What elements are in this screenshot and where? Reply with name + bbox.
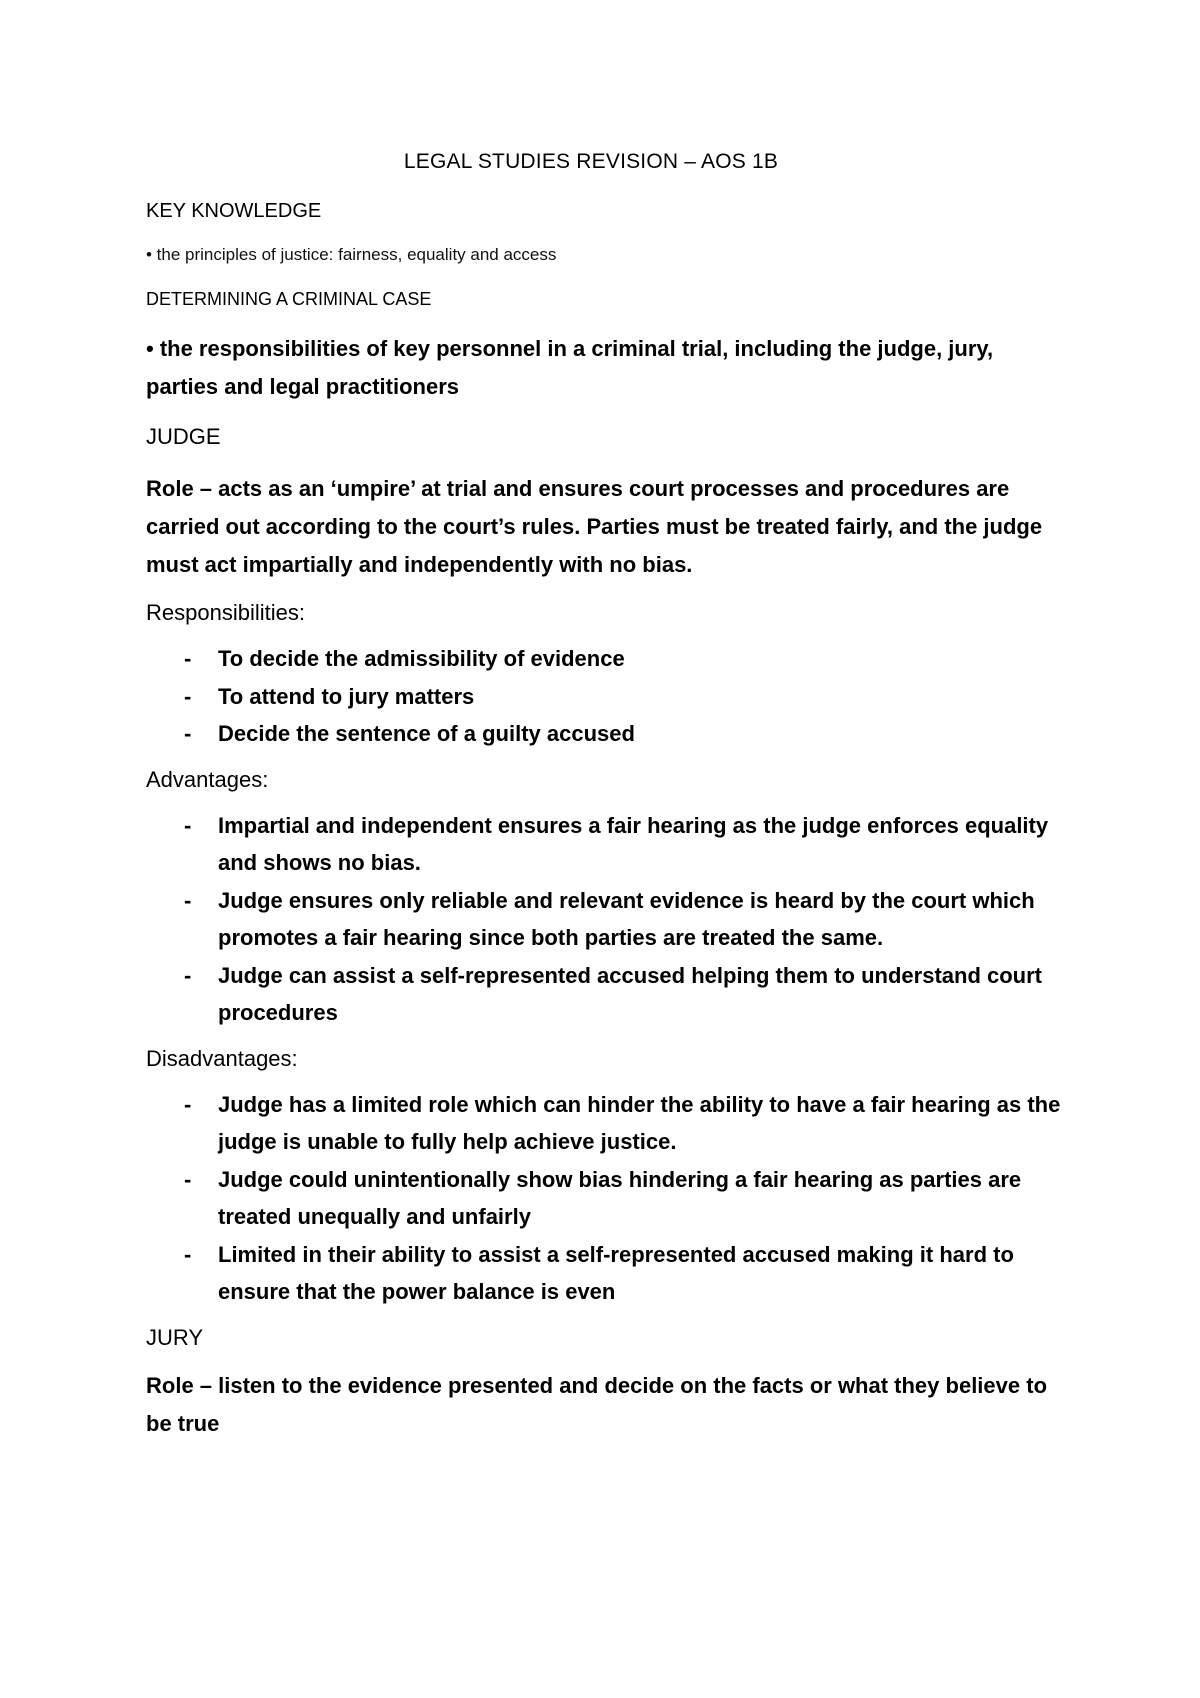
list-item xyxy=(146,1161,1066,1236)
list-item-text: To decide the admissibility of evidence xyxy=(218,646,625,671)
section-heading: DETERMINING A CRIMINAL CASE xyxy=(146,289,432,309)
dash-bullet: - xyxy=(184,1091,192,1117)
judge-heading: JUDGE xyxy=(146,424,221,449)
jury-heading: JURY xyxy=(146,1324,204,1350)
dash-bullet: - xyxy=(184,646,192,671)
judge-responsibilities-label: Responsibilities: xyxy=(146,600,305,625)
judge-disadvantages-label: Disadvantages: xyxy=(146,1045,298,1071)
judge-advantages-list xyxy=(146,807,1066,1032)
judge-role: Role – acts as an ‘umpire’ at trial and ensures court processes and procedures are carried out according to the court’s rules. Parties must be treated fairly, and the judge must act impartially and independently with no bias. xyxy=(146,476,1043,577)
dash-bullet: - xyxy=(184,683,192,709)
dash-bullet: - xyxy=(184,812,192,838)
list-item xyxy=(146,957,1066,1032)
key-knowledge-heading: KEY KNOWLEDGE xyxy=(146,200,322,222)
dash-bullet: - xyxy=(184,1241,192,1267)
dash-bullet: - xyxy=(184,962,192,988)
judge-disadvantages-list xyxy=(146,1086,1066,1311)
list-item xyxy=(146,715,1066,753)
list-item xyxy=(146,807,1066,882)
document-title: LEGAL STUDIES REVISION – AOS 1B xyxy=(403,150,779,173)
list-item xyxy=(146,1236,1066,1311)
document-content xyxy=(146,150,1066,1457)
list-item xyxy=(146,640,1066,678)
judge-advantages-label: Advantages: xyxy=(146,766,269,792)
list-item-text: Judge can assist a self-represented accused helping them to understand court procedures xyxy=(218,962,1042,1025)
judge-responsibilities-list xyxy=(146,640,1066,753)
key-knowledge-point: • the principles of justice: fairness, equality and access xyxy=(146,245,557,264)
list-item xyxy=(146,678,1066,716)
list-item-text: Judge has a limited role which can hinder the ability to have a fair hearing as the judge is unable to fully help achieve justice. xyxy=(218,1091,1061,1154)
list-item-text: Judge ensures only reliable and relevant evidence is heard by the court which promotes a fair hearing since both parties are treated the same. xyxy=(218,887,1035,950)
list-item-text: Decide the sentence of a guilty accused xyxy=(218,721,635,746)
jury-role: Role – listen to the evidence presented and decide on the facts or what they believe to be true xyxy=(146,1372,1048,1436)
list-item-text: To attend to jury matters xyxy=(218,683,475,709)
dash-bullet: - xyxy=(184,1166,192,1192)
section-point: • the responsibilities of key personnel in a criminal trial, including the judge, jury, parties and legal practitioners xyxy=(146,336,994,399)
list-item-text: Judge could unintentionally show bias hindering a fair hearing as parties are treated unequally and unfairly xyxy=(218,1166,1022,1229)
list-item xyxy=(146,882,1066,957)
dash-bullet: - xyxy=(184,721,192,746)
dash-bullet: - xyxy=(184,887,192,913)
list-item xyxy=(146,1086,1066,1161)
list-item-text: Limited in their ability to assist a self-represented accused making it hard to ensure that the power balance is even xyxy=(218,1241,1014,1304)
list-item-text: Impartial and independent ensures a fair hearing as the judge enforces equality and shows no bias. xyxy=(218,812,1049,875)
